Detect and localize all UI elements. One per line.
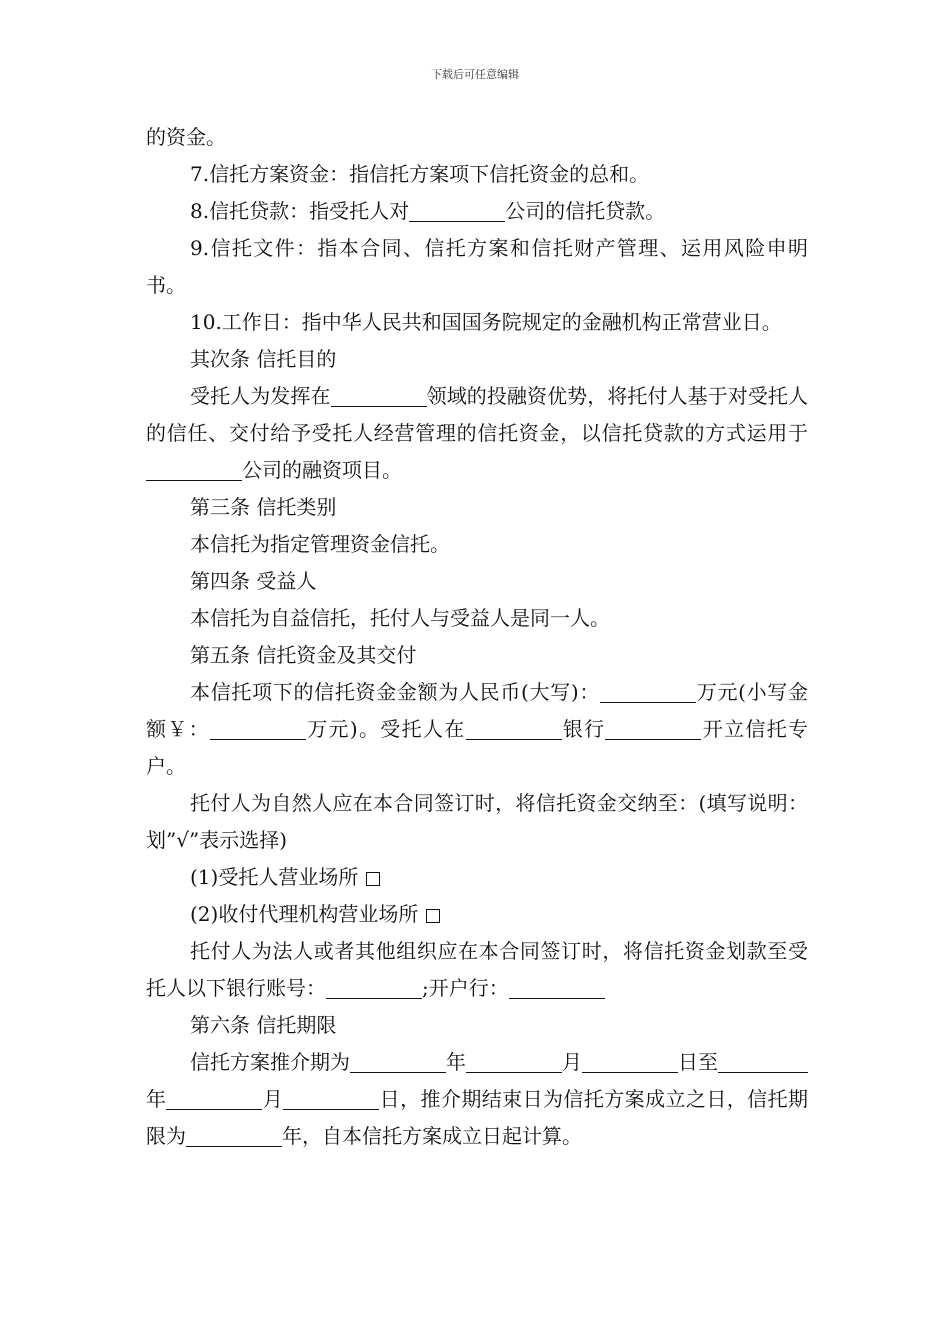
- text: 托付人为法人或者其他组织应在本合同签订时，将信托资金划款至受托人以下银行账号：: [146, 939, 808, 1000]
- article-2-heading: [146, 341, 808, 378]
- fill-blank[interactable]: [605, 715, 701, 740]
- text: 其次条 信托目的: [190, 347, 337, 371]
- text: (2)收付代理机构营业场所: [190, 902, 419, 926]
- text: 第五条 信托资金及其交付: [190, 643, 417, 667]
- article-6-heading: [146, 1007, 808, 1044]
- text: 托付人为自然人应在本合同签订时，将信托资金交纳至：(填写说明：划”√”表示选择): [146, 791, 808, 852]
- text: 本信托为自益信托，托付人与受益人是同一人。: [190, 606, 610, 630]
- document-body: [146, 119, 808, 1155]
- article-3-heading: [146, 489, 808, 526]
- text: (1)受托人营业场所: [190, 865, 359, 889]
- text: 银行: [561, 717, 606, 741]
- text: 信托方案推介期为: [190, 1050, 350, 1074]
- legal-person-payment: [146, 933, 808, 1007]
- fill-blank[interactable]: [600, 678, 696, 703]
- text: 开立信托专户。: [146, 717, 809, 778]
- text: 日，推介期结束日为信托方案成立之日，信托期限为: [146, 1087, 809, 1148]
- text: 日至: [678, 1050, 718, 1074]
- fill-blank[interactable]: [509, 974, 605, 999]
- paragraph-7: [146, 156, 808, 193]
- text: 7.信托方案资金：指信托方案项下信托资金的总和。: [190, 162, 650, 186]
- option-2: [146, 896, 808, 933]
- article-4-heading: [146, 563, 808, 600]
- checkbox[interactable]: [366, 872, 380, 886]
- article-4-body: [146, 600, 808, 637]
- text: 第三条 信托类别: [190, 495, 337, 519]
- text: 本信托为指定管理资金信托。: [190, 532, 450, 556]
- fill-blank[interactable]: [350, 1048, 446, 1073]
- text: 第四条 受益人: [190, 569, 317, 593]
- text: 受托人为发挥在: [190, 384, 331, 408]
- text: 年: [146, 1087, 167, 1111]
- article-5-heading: [146, 637, 808, 674]
- fill-blank[interactable]: [166, 1085, 262, 1110]
- text: 年，自本信托方案成立日起计算。: [282, 1124, 582, 1148]
- text: 月: [262, 1087, 284, 1111]
- paragraph-8: [146, 193, 808, 230]
- fill-blank[interactable]: [186, 1122, 282, 1147]
- text: 9.信托文件：指本合同、信托方案和信托财产管理、运用风险申明书。: [146, 236, 808, 297]
- text: 领域的投融资优势，将托付人基于对受托人的信任、交付给予受托人经营管理的信托资金，以信托贷款的方式运用于: [146, 384, 809, 445]
- fill-blank[interactable]: [283, 1085, 379, 1110]
- option-1: [146, 859, 808, 896]
- text: 的资金。: [146, 125, 226, 149]
- text: 万元)。受托人在: [305, 717, 466, 741]
- text: 本信托项下的信托资金金额为人民币(大写)：: [190, 680, 601, 704]
- checkbox[interactable]: [426, 909, 440, 923]
- article-6-body: [146, 1044, 808, 1155]
- fill-blank[interactable]: [718, 1048, 756, 1073]
- text: 月: [562, 1050, 582, 1074]
- text: 年: [446, 1050, 466, 1074]
- article-2-body: [146, 378, 808, 489]
- fill-blank[interactable]: [326, 974, 422, 999]
- text: ;开户行：: [422, 976, 509, 1000]
- article-3-body: [146, 526, 808, 563]
- text: 8.信托贷款：指受托人对: [190, 199, 410, 223]
- text: 10.工作日：指中华人民共和国国务院规定的金融机构正常营业日。: [190, 310, 782, 334]
- fill-blank[interactable]: [409, 197, 505, 222]
- text: 万元(小写金额￥：: [146, 680, 808, 741]
- fill-blank[interactable]: [331, 382, 427, 407]
- paragraph-continued: [146, 119, 808, 156]
- paragraph-10: [146, 304, 808, 341]
- natural-person-payment: [146, 785, 808, 859]
- fill-blank[interactable]: [466, 1048, 562, 1073]
- text: 第六条 信托期限: [190, 1013, 337, 1037]
- text: 公司的信托贷款。: [505, 199, 666, 223]
- text: 公司的融资项目。: [242, 458, 402, 482]
- fill-blank[interactable]: [210, 715, 306, 740]
- fill-blank[interactable]: [582, 1048, 678, 1073]
- paragraph-9: [146, 230, 808, 304]
- fill-blank[interactable]: [146, 456, 242, 481]
- fill-blank[interactable]: [466, 715, 562, 740]
- article-5-body: [146, 674, 808, 785]
- page-header: 下载后可任意编辑: [431, 68, 519, 81]
- fill-blank[interactable]: [756, 1048, 808, 1073]
